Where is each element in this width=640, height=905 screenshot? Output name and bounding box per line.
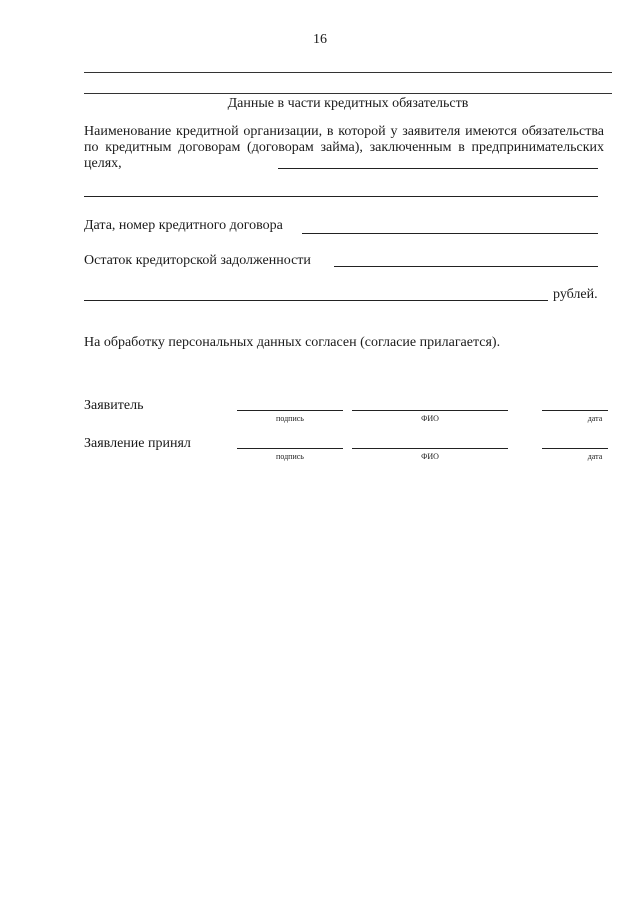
section-title: Данные в части кредитных обязательств: [227, 96, 469, 111]
debt-label: Остаток кредиторской задолженности: [84, 253, 311, 268]
header-rule-top: [84, 72, 612, 73]
receiver-signature-line: [237, 448, 343, 449]
contract-line: [302, 233, 598, 234]
receiver-name-caption: ФИО: [421, 452, 439, 461]
receiver-date-line: [542, 448, 608, 449]
rubles-label: рублей.: [553, 287, 598, 302]
applicant-date-line: [542, 410, 608, 411]
page-number: 16: [313, 32, 327, 47]
header-rule-bottom: [84, 93, 612, 94]
debt-amount-line: [84, 300, 548, 301]
applicant-label: Заявитель: [84, 398, 144, 413]
debt-line: [334, 266, 598, 267]
applicant-name-caption: ФИО: [421, 414, 439, 423]
applicant-signature-caption: подпись: [276, 414, 304, 423]
receiver-label: Заявление принял: [84, 436, 191, 451]
applicant-date-caption: дата: [587, 414, 603, 423]
credit-organization-line-2: [84, 196, 598, 197]
applicant-name-line: [352, 410, 508, 411]
receiver-name-line: [352, 448, 508, 449]
credit-organization-line-1: [278, 168, 598, 169]
contract-label: Дата, номер кредитного договора: [84, 218, 283, 233]
credit-organization-paragraph: Наименование кредитной организации, в которой у заявителя имеются обязательства по кредитным договорам (договорам займа), заключенным в предпринимательских целях,: [84, 124, 604, 171]
receiver-date-caption: дата: [587, 452, 603, 461]
receiver-signature-caption: подпись: [276, 452, 304, 461]
applicant-signature-line: [237, 410, 343, 411]
consent-text: На обработку персональных данных согласен (согласие прилагается).: [84, 335, 501, 350]
